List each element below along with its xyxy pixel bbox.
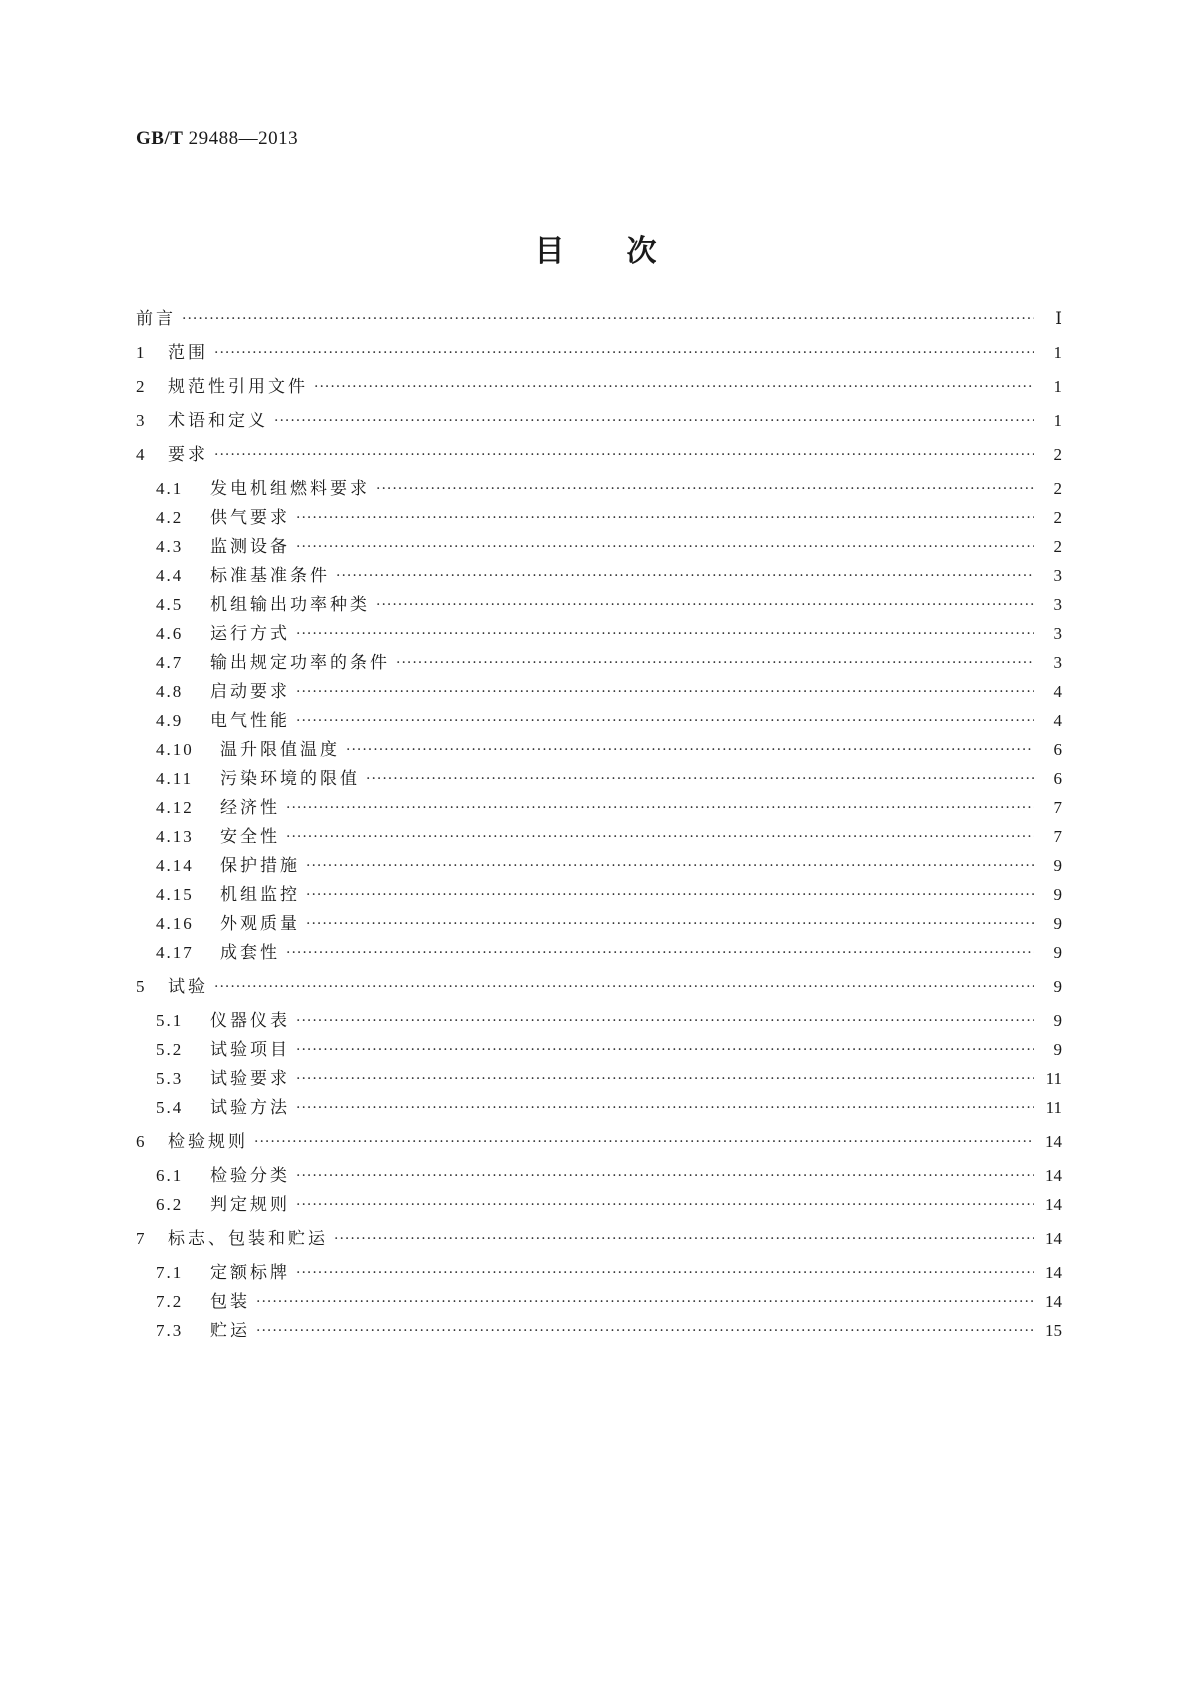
toc-entry-title: 温升限值温度 bbox=[220, 740, 340, 760]
toc-subentry[interactable] bbox=[156, 737, 1062, 761]
toc-entry-number: 6 bbox=[136, 1132, 147, 1151]
toc-entry-number: 4.9 bbox=[156, 711, 184, 730]
toc-leader bbox=[296, 1165, 1034, 1187]
toc-subentry[interactable] bbox=[156, 1095, 1062, 1119]
toc-page-number: 14 bbox=[1045, 1292, 1062, 1311]
toc-entry-number: 4 bbox=[136, 445, 147, 464]
toc-leader bbox=[286, 942, 1034, 964]
toc-subentry[interactable] bbox=[156, 505, 1062, 529]
toc-subentry[interactable] bbox=[156, 534, 1062, 558]
toc-entry-title: 检验规则 bbox=[168, 1132, 248, 1152]
toc-leader bbox=[296, 1039, 1034, 1061]
toc-entry[interactable] bbox=[136, 408, 1062, 432]
toc-leader bbox=[376, 478, 1034, 500]
toc-entry-number: 7.1 bbox=[156, 1263, 184, 1282]
toc-subentry[interactable] bbox=[156, 1066, 1062, 1090]
toc-leader bbox=[296, 1068, 1034, 1090]
toc-subentry[interactable] bbox=[156, 940, 1062, 964]
toc-page-number: 9 bbox=[1053, 1040, 1062, 1059]
toc-entry-title: 试验要求 bbox=[210, 1069, 290, 1089]
toc-page-number: 4 bbox=[1053, 682, 1062, 701]
toc-leader bbox=[296, 1010, 1034, 1032]
toc-entry-number: 4.16 bbox=[156, 914, 194, 933]
toc-entry-title: 经济性 bbox=[220, 798, 280, 818]
toc-subentry[interactable] bbox=[156, 679, 1062, 703]
toc-page-number: 1 bbox=[1053, 411, 1062, 430]
toc-entry-number: 4.11 bbox=[156, 769, 194, 788]
toc-page-number: 11 bbox=[1045, 1098, 1062, 1117]
toc-entry-number: 2 bbox=[136, 377, 147, 396]
toc-subentry[interactable] bbox=[156, 592, 1062, 616]
toc-entry-title: 标志、包装和贮运 bbox=[168, 1229, 328, 1249]
toc-page-number: 11 bbox=[1045, 1069, 1062, 1088]
toc-leader bbox=[286, 797, 1034, 819]
toc-entry-title: 输出规定功率的条件 bbox=[210, 653, 390, 673]
toc-entry-title: 成套性 bbox=[220, 943, 280, 963]
toc-entry-title: 污染环境的限值 bbox=[220, 769, 360, 789]
toc-entry-title: 范围 bbox=[168, 343, 208, 363]
toc-subentry[interactable] bbox=[156, 911, 1062, 935]
toc-page-number: 7 bbox=[1053, 798, 1062, 817]
standard-number: 29488—2013 bbox=[188, 128, 299, 149]
toc-subentry[interactable] bbox=[156, 795, 1062, 819]
toc-leader bbox=[256, 1320, 1034, 1342]
toc-entry-number: 4.12 bbox=[156, 798, 194, 817]
toc-entry-number: 4.13 bbox=[156, 827, 194, 846]
toc-leader bbox=[346, 739, 1034, 761]
toc-entry-title: 规范性引用文件 bbox=[168, 377, 308, 397]
toc-page-number: 14 bbox=[1045, 1263, 1062, 1282]
toc-page-number: 4 bbox=[1053, 711, 1062, 730]
toc-page-number: 2 bbox=[1053, 479, 1062, 498]
toc-entry-title: 试验项目 bbox=[210, 1040, 290, 1060]
toc-entry-title: 电气性能 bbox=[210, 711, 290, 731]
toc-entry-title: 外观质量 bbox=[220, 914, 300, 934]
toc-page-number: 6 bbox=[1053, 740, 1062, 759]
toc-page-number: 3 bbox=[1053, 566, 1062, 585]
toc-subentry[interactable] bbox=[156, 621, 1062, 645]
toc-page-number: 2 bbox=[1053, 445, 1062, 464]
toc-entry-title: 安全性 bbox=[220, 827, 280, 847]
toc-entry[interactable] bbox=[136, 974, 1062, 998]
toc-entry-number: 3 bbox=[136, 411, 147, 430]
toc-entry[interactable] bbox=[136, 340, 1062, 364]
toc-subentry[interactable] bbox=[156, 1037, 1062, 1061]
toc-entry-number: 6.2 bbox=[156, 1195, 184, 1214]
toc-leader bbox=[296, 507, 1034, 529]
toc-entry-number: 4.15 bbox=[156, 885, 194, 904]
toc-page-number: 14 bbox=[1045, 1195, 1062, 1214]
toc-subentry[interactable] bbox=[156, 1163, 1062, 1187]
toc-entry-number: 1 bbox=[136, 343, 147, 362]
toc-entry-number: 7.2 bbox=[156, 1292, 184, 1311]
toc-subentry[interactable] bbox=[156, 1318, 1062, 1342]
toc-entry-title: 机组监控 bbox=[220, 885, 300, 905]
toc-leader bbox=[274, 410, 1034, 432]
toc-entry-title: 供气要求 bbox=[210, 508, 290, 528]
toc-page-number: 9 bbox=[1053, 914, 1062, 933]
toc-subentry[interactable] bbox=[156, 563, 1062, 587]
toc-leader bbox=[376, 594, 1034, 616]
toc-entry-title: 发电机组燃料要求 bbox=[210, 479, 370, 499]
toc-leader bbox=[254, 1131, 1034, 1153]
toc-page-number: 9 bbox=[1053, 885, 1062, 904]
toc-entry-number: 5.2 bbox=[156, 1040, 184, 1059]
toc-page-number: 14 bbox=[1045, 1166, 1062, 1185]
toc-entry-number: 4.17 bbox=[156, 943, 194, 962]
toc-page-number: 3 bbox=[1053, 653, 1062, 672]
toc-leader bbox=[296, 710, 1034, 732]
toc-entry-title: 运行方式 bbox=[210, 624, 290, 644]
toc-entry-title: 试验方法 bbox=[210, 1098, 290, 1118]
toc-page-number: 9 bbox=[1053, 856, 1062, 875]
toc-entry-number: 4.5 bbox=[156, 595, 184, 614]
toc-entry-title: 试验 bbox=[168, 977, 208, 997]
toc-leader bbox=[314, 376, 1034, 398]
toc-subentry[interactable] bbox=[156, 853, 1062, 877]
toc-leader bbox=[286, 826, 1034, 848]
toc-entry-number: 4.2 bbox=[156, 508, 184, 527]
toc-entry-title: 判定规则 bbox=[210, 1195, 290, 1215]
toc-leader bbox=[256, 1291, 1034, 1313]
toc-entry-number: 5 bbox=[136, 977, 147, 996]
toc-entry-number: 6.1 bbox=[156, 1166, 184, 1185]
toc-page-number: Ⅰ bbox=[1055, 309, 1062, 328]
toc-entry[interactable] bbox=[136, 1129, 1062, 1153]
toc-page-number: 7 bbox=[1053, 827, 1062, 846]
toc-entry-title: 贮运 bbox=[210, 1321, 250, 1341]
toc-entry-number: 4.6 bbox=[156, 624, 184, 643]
toc-leader bbox=[214, 444, 1034, 466]
toc-leader bbox=[306, 855, 1034, 877]
toc-subentry[interactable] bbox=[156, 766, 1062, 790]
toc-entry-number: 4.1 bbox=[156, 479, 184, 498]
toc-leader bbox=[296, 681, 1034, 703]
toc-leader bbox=[296, 536, 1034, 558]
toc-leader bbox=[336, 565, 1034, 587]
toc-entry[interactable] bbox=[136, 442, 1062, 466]
toc-entry-title: 包装 bbox=[210, 1292, 250, 1312]
page-title: 目次 bbox=[534, 234, 719, 269]
toc-leader bbox=[334, 1228, 1034, 1250]
toc-page-number: 14 bbox=[1045, 1132, 1062, 1151]
toc-entry-preface[interactable] bbox=[136, 306, 1062, 330]
toc-page-number: 3 bbox=[1053, 595, 1062, 614]
toc-leader bbox=[296, 623, 1034, 645]
toc-leader bbox=[396, 652, 1034, 674]
toc-entry-number: 4.4 bbox=[156, 566, 184, 585]
toc-subentry[interactable] bbox=[156, 650, 1062, 674]
toc-entry-number: 7.3 bbox=[156, 1321, 184, 1340]
toc-subentry[interactable] bbox=[156, 1008, 1062, 1032]
toc-leader bbox=[214, 976, 1034, 998]
toc-entry-title: 仪器仪表 bbox=[210, 1011, 290, 1031]
toc-page-number: 1 bbox=[1053, 377, 1062, 396]
toc-entry-title: 要求 bbox=[168, 445, 208, 465]
toc-subentry[interactable] bbox=[156, 882, 1062, 906]
toc-entry-number: 5.4 bbox=[156, 1098, 184, 1117]
toc-entry-number: 5.1 bbox=[156, 1011, 184, 1030]
toc-entry-number: 4.7 bbox=[156, 653, 184, 672]
toc-page-number: 9 bbox=[1053, 1011, 1062, 1030]
toc-entry-title: 保护措施 bbox=[220, 856, 300, 876]
toc-leader bbox=[214, 342, 1034, 364]
toc-subentry[interactable] bbox=[156, 1192, 1062, 1216]
toc-page-number: 15 bbox=[1045, 1321, 1062, 1340]
toc-subentry[interactable] bbox=[156, 708, 1062, 732]
toc-page-number: 3 bbox=[1053, 624, 1062, 643]
toc-subentry[interactable] bbox=[156, 1260, 1062, 1284]
toc-entry-number: 7 bbox=[136, 1229, 147, 1248]
toc-entry-number: 5.3 bbox=[156, 1069, 184, 1088]
toc-entry[interactable] bbox=[136, 374, 1062, 398]
toc-entry[interactable] bbox=[136, 1226, 1062, 1250]
toc-entry-number: 4.10 bbox=[156, 740, 194, 759]
toc-entry-title: 定额标牌 bbox=[210, 1263, 290, 1283]
toc-page-number: 6 bbox=[1053, 769, 1062, 788]
toc-entry-title: 监测设备 bbox=[210, 537, 290, 557]
toc-entry-number: 4.8 bbox=[156, 682, 184, 701]
toc-leader bbox=[366, 768, 1034, 790]
toc-entry-title: 检验分类 bbox=[210, 1166, 290, 1186]
toc-entry-title: 前言 bbox=[136, 309, 176, 329]
toc-entry-number: 4.14 bbox=[156, 856, 194, 875]
toc-page-number: 9 bbox=[1053, 943, 1062, 962]
toc-leader bbox=[182, 308, 1034, 330]
toc-entry-title: 机组输出功率种类 bbox=[210, 595, 370, 615]
toc-page-number: 2 bbox=[1053, 537, 1062, 556]
toc-entry-title: 标准基准条件 bbox=[210, 566, 330, 586]
standard-prefix: GB/T bbox=[136, 128, 184, 149]
toc-entry-title: 启动要求 bbox=[210, 682, 290, 702]
toc-subentry[interactable] bbox=[156, 476, 1062, 500]
table-of-contents bbox=[136, 0, 1062, 1684]
toc-page-number: 9 bbox=[1053, 977, 1062, 996]
toc-page-number: 1 bbox=[1053, 343, 1062, 362]
toc-page-number: 2 bbox=[1053, 508, 1062, 527]
toc-page-number: 14 bbox=[1045, 1229, 1062, 1248]
toc-leader bbox=[296, 1194, 1034, 1216]
toc-entry-number: 4.3 bbox=[156, 537, 184, 556]
toc-leader bbox=[306, 913, 1034, 935]
toc-leader bbox=[296, 1262, 1034, 1284]
toc-entry-title: 术语和定义 bbox=[168, 411, 268, 431]
toc-subentry[interactable] bbox=[156, 1289, 1062, 1313]
toc-leader bbox=[296, 1097, 1034, 1119]
toc-leader bbox=[306, 884, 1034, 906]
toc-subentry[interactable] bbox=[156, 824, 1062, 848]
